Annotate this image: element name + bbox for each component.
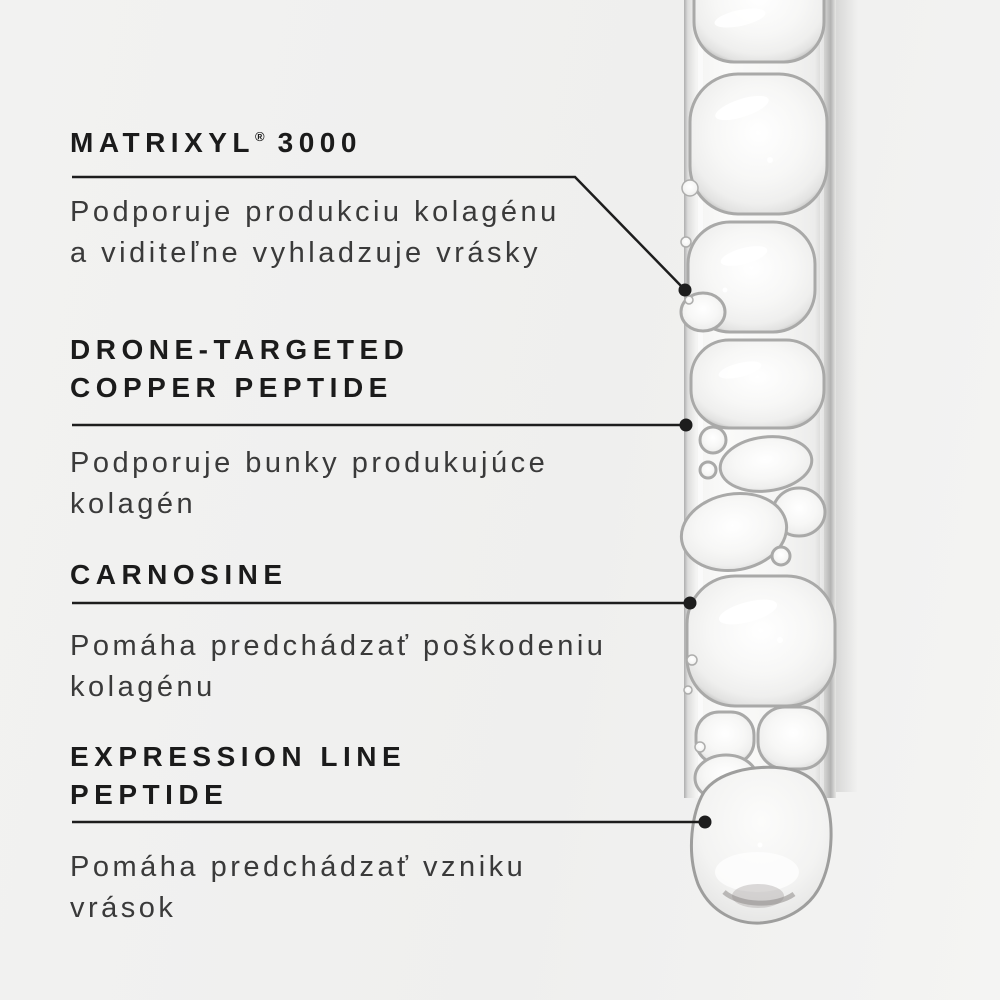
description-line: a viditeľne vyhladzuje vrásky (70, 237, 542, 269)
heading-line: EXPRESSION LINE (70, 741, 407, 772)
heading-line: CARNOSINE (70, 559, 288, 590)
description-line: Podporuje bunky produkujúce (70, 447, 549, 479)
description-line: Podporuje produkciu kolagénu (70, 196, 560, 228)
description-carnosine (70, 626, 606, 708)
leader-dot-carnosine (684, 597, 697, 610)
serum-bubbles (675, 0, 835, 801)
heading-line: PEPTIDE (70, 779, 229, 810)
heading-drone-targeted-copper-peptide (70, 331, 409, 407)
description-line: vrások (70, 892, 177, 924)
registered-trademark-mark: ® (255, 129, 266, 144)
description-copper-peptide (70, 443, 548, 525)
leader-dot-copper-peptide (680, 419, 693, 432)
heading-expression-line-peptide (70, 738, 406, 814)
heading-matrixyl-name: MATRIXYL (70, 127, 256, 158)
heading-carnosine (70, 556, 288, 594)
description-matrixyl-3000 (70, 192, 560, 274)
heading-matrixyl-3000 (70, 118, 362, 162)
leader-dot-expression-peptide (699, 816, 712, 829)
description-line: kolagénu (70, 671, 216, 703)
heading-line: DRONE-TARGETED (70, 334, 410, 365)
leader-dot-matrixyl (679, 284, 692, 297)
description-line: Pomáha predchádzať vzniku (70, 851, 527, 883)
description-line: kolagén (70, 488, 197, 520)
heading-line: COPPER PEPTIDE (70, 372, 393, 403)
description-line: Pomáha predchádzať poškodeniu (70, 630, 607, 662)
heading-matrixyl-suffix: 3000 (277, 127, 362, 158)
description-expression-line-peptide (70, 847, 526, 929)
